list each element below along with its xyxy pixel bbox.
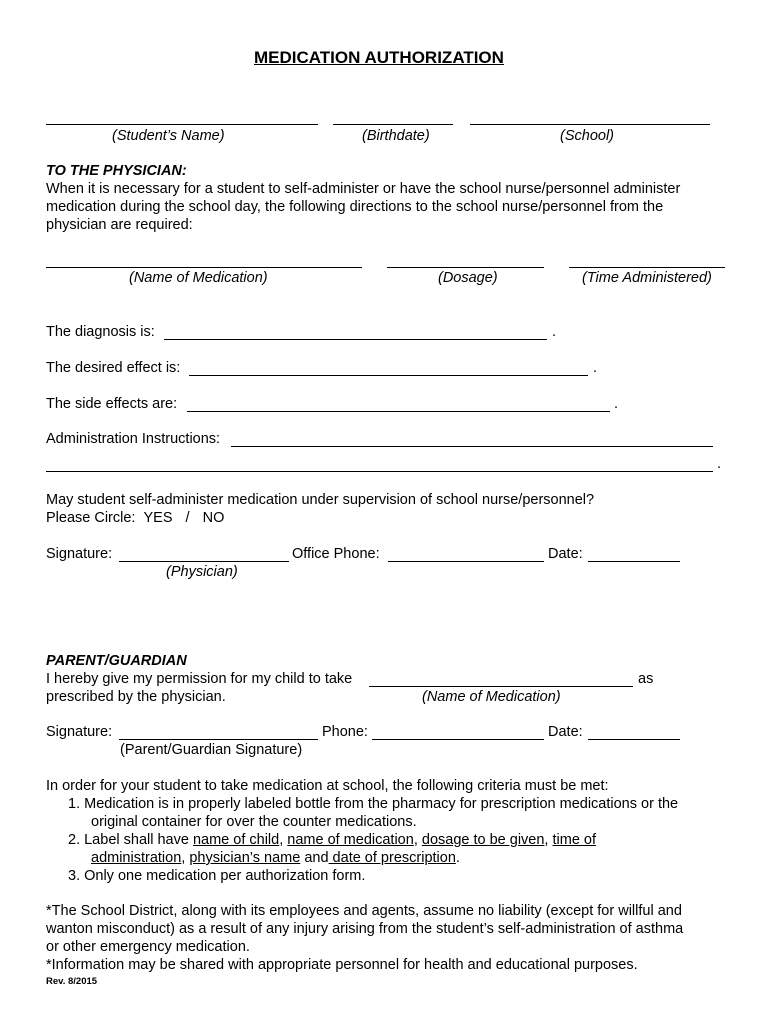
student-name-line[interactable] (46, 124, 318, 125)
disclaimer-line-4: *Information may be shared with appropriate personnel for health and educational purposes. (46, 957, 638, 973)
parent-heading: PARENT/GUARDIAN (46, 653, 187, 669)
physician-date-label: Date: (548, 546, 583, 562)
school-label: (School) (560, 128, 614, 144)
office-phone-label: Office Phone: (292, 546, 380, 562)
side-effects-line[interactable] (187, 411, 610, 412)
self-admin-question: May student self-administer medication under supervision of school nurse/personnel? (46, 492, 595, 508)
admin-instructions-line-2[interactable] (46, 471, 713, 472)
disclaimer-line-2: wanton misconduct) as a result of any injury arising from the student’s self-administration of asthma (46, 921, 684, 937)
criteria-period: . (455, 850, 460, 866)
criteria-and: and (300, 850, 329, 866)
parent-signature-line[interactable] (119, 739, 318, 740)
parent-date-label: Date: (548, 724, 583, 740)
time-administered-line[interactable] (569, 267, 725, 268)
criteria-dosage: dosage to be given (421, 832, 545, 848)
disclaimer-line-1: *The School District, along with its employees and agents, assume no liability (except for willful and (46, 903, 682, 919)
parent-date-line[interactable] (588, 739, 680, 740)
criteria-item-1-line-1: 1. Medication is in properly labeled bottle from the pharmacy for prescription medications or the (68, 796, 679, 812)
circle-prompt: Please Circle: (46, 510, 136, 526)
parent-permission-line-1: I hereby give my permission for my child to take (46, 671, 353, 687)
no-option[interactable]: NO (202, 510, 225, 526)
diagnosis-line[interactable] (164, 339, 547, 340)
side-effects-label: The side effects are: (46, 396, 178, 412)
option-slash: / (185, 510, 190, 526)
desired-effect-period: . (593, 360, 598, 376)
revision-note: Rev. 8/2015 (46, 976, 98, 987)
criteria-comma-3: , (544, 832, 553, 848)
medication-name-label: (Name of Medication) (129, 270, 268, 286)
criteria-date-of-prescription: date of prescription (328, 850, 456, 866)
office-phone-line[interactable] (388, 561, 544, 562)
criteria-time-of: time of (552, 832, 596, 848)
physician-heading: TO THE PHYSICIAN: (46, 163, 187, 179)
physician-intro-line-1: When it is necessary for a student to self-administer or have the school nurse/personnel administer (46, 181, 681, 197)
parent-permission-line-2: prescribed by the physician. (46, 689, 226, 705)
diagnosis-label: The diagnosis is: (46, 324, 155, 340)
page-title: MEDICATION AUTHORIZATION (254, 48, 504, 67)
criteria-item-1-line-2: original container for over the counter medications. (91, 814, 417, 830)
criteria-name-of-medication: name of medication (287, 832, 414, 848)
parent-medication-sublabel: (Name of Medication) (422, 689, 561, 705)
physician-date-line[interactable] (588, 561, 680, 562)
birthdate-line[interactable] (333, 124, 453, 125)
parent-phone-line[interactable] (372, 739, 544, 740)
diagnosis-period: . (552, 324, 557, 340)
admin-instructions-label: Administration Instructions: (46, 431, 221, 447)
criteria-name-of-child: name of child (192, 832, 280, 848)
parent-signature-label: Signature: (46, 724, 113, 740)
physician-intro-line-3: physician are required: (46, 217, 193, 233)
criteria-item-2-prefix: 2. Label shall have (68, 832, 193, 848)
criteria-administration: administration (91, 850, 182, 866)
circle-options (46, 510, 224, 526)
physician-signature-label: Signature: (46, 546, 113, 562)
parent-phone-label: Phone: (322, 724, 368, 740)
criteria-intro: In order for your student to take medication at school, the following criteria must be met: (46, 778, 609, 794)
criteria-comma-2: , (413, 832, 422, 848)
time-administered-label: (Time Administered) (582, 270, 712, 286)
desired-effect-label: The desired effect is: (46, 360, 181, 376)
physician-intro-line-2: medication during the school day, the following directions to the school nurse/personnel from the (46, 199, 664, 215)
criteria-item-3: 3. Only one medication per authorization form. (68, 868, 366, 884)
criteria-comma-4: , (181, 850, 190, 866)
criteria-item-2-line-1 (68, 832, 596, 848)
medication-name-line[interactable] (46, 267, 362, 268)
physician-signature-sublabel: (Physician) (166, 564, 238, 580)
criteria-comma-1: , (279, 832, 288, 848)
birthdate-label: (Birthdate) (362, 128, 430, 144)
side-effects-period: . (614, 396, 619, 412)
admin-instructions-line-1[interactable] (231, 446, 713, 447)
criteria-physicians-name: physician’s name (189, 850, 301, 866)
parent-medication-line[interactable] (369, 686, 633, 687)
parent-permission-as: as (638, 671, 654, 687)
criteria-item-2-line-2 (91, 850, 460, 866)
parent-signature-sublabel: (Parent/Guardian Signature) (120, 742, 303, 758)
school-line[interactable] (470, 124, 710, 125)
admin-instructions-period: . (717, 456, 722, 472)
student-name-label: (Student’s Name) (112, 128, 225, 144)
dosage-line[interactable] (387, 267, 544, 268)
disclaimer-line-3: or other emergency medication. (46, 939, 250, 955)
desired-effect-line[interactable] (189, 375, 588, 376)
yes-option[interactable]: YES (143, 510, 173, 526)
physician-signature-line[interactable] (119, 561, 289, 562)
dosage-label: (Dosage) (438, 270, 498, 286)
